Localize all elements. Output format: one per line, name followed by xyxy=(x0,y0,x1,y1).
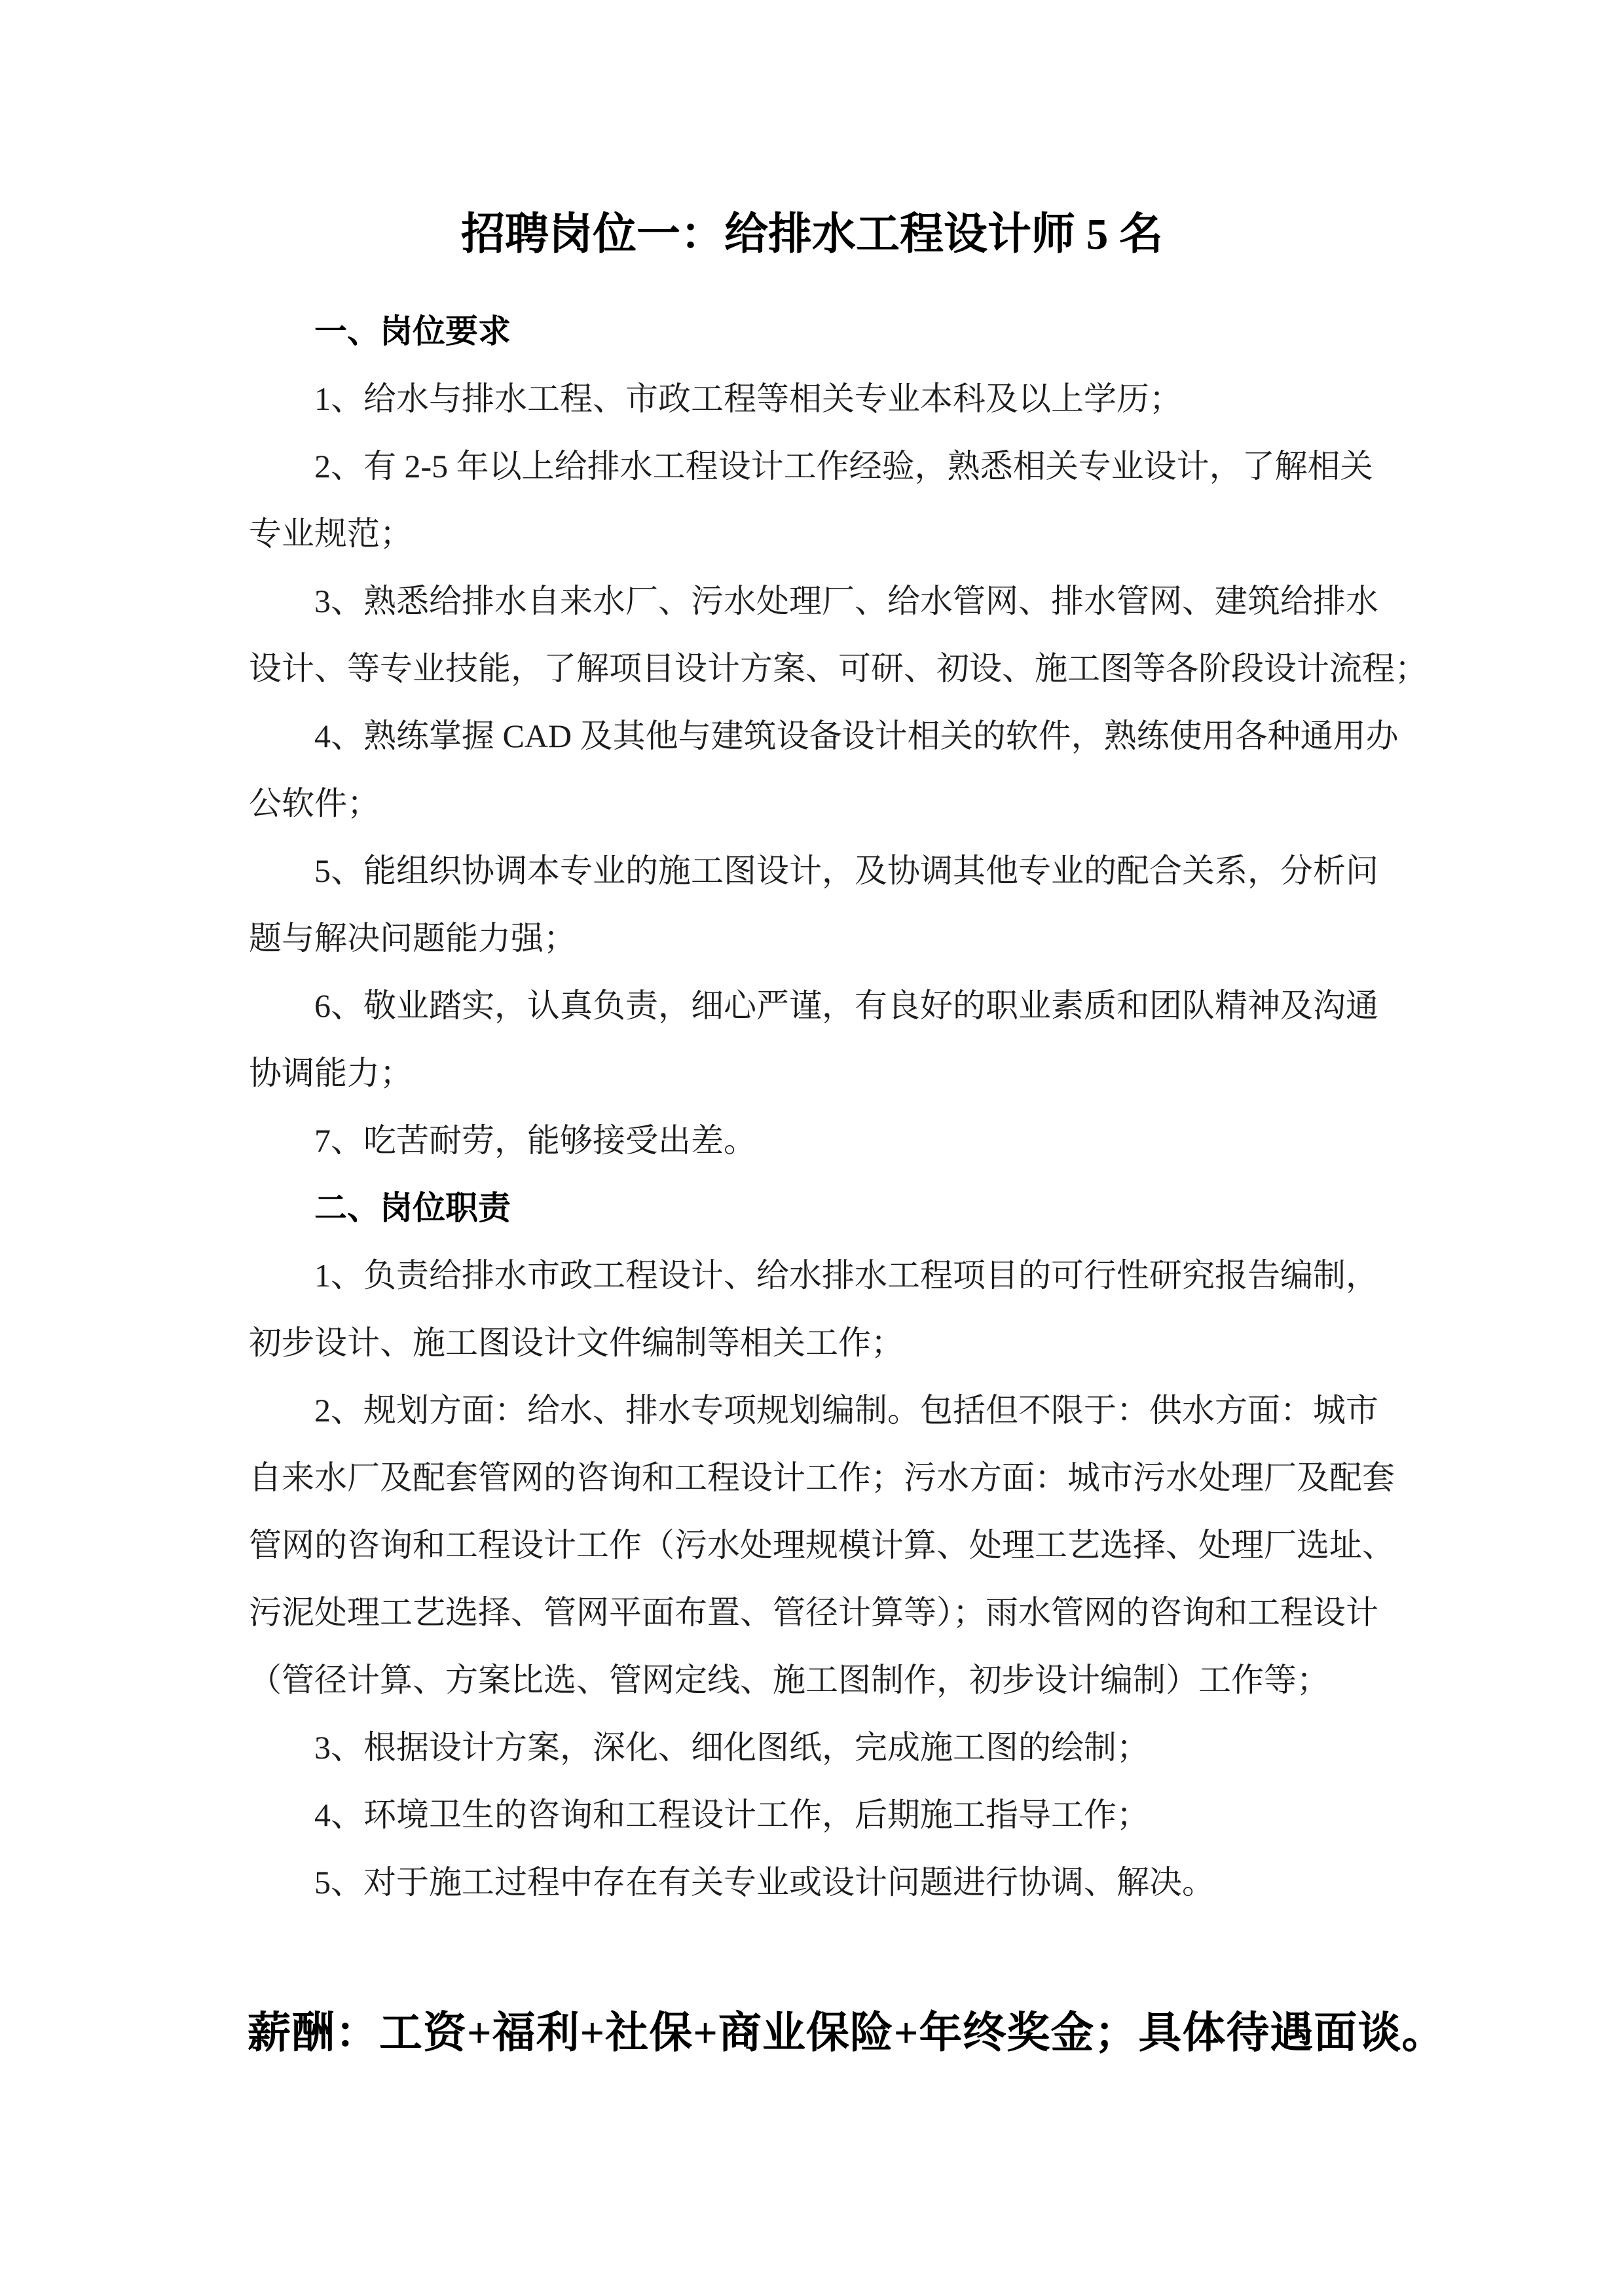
section-heading: 一、岗位要求 xyxy=(314,313,511,350)
section-heading: 二、岗位职责 xyxy=(314,1190,511,1226)
text-line: 题与解决问题能力强； xyxy=(249,920,576,957)
document-title: 招聘岗位一：给排水工程设计师 5 名 xyxy=(461,210,1163,259)
text-line: 公软件； xyxy=(249,785,380,822)
text-line: 设计、等专业技能，了解项目设计方案、可研、初设、施工图等各阶段设计流程； xyxy=(249,650,1428,687)
text-line: 专业规范； xyxy=(249,515,413,552)
text-line: 初步设计、施工图设计文件编制等相关工作； xyxy=(249,1324,904,1361)
text-line: 污泥处理工艺选择、管网平面布置、管径计算等）；雨水管网的咨询和工程设计 xyxy=(249,1594,1378,1631)
text-line: 2、有 2-5 年以上给排水工程设计工作经验，熟悉相关专业设计，了解相关 xyxy=(314,448,1373,484)
text-line: 管网的咨询和工程设计工作（污水处理规模计算、处理工艺选择、处理厂选址、 xyxy=(249,1527,1395,1563)
text-line: （管径计算、方案比选、管网定线、施工图制作，初步设计编制）工作等； xyxy=(249,1662,1329,1698)
text-line: 4、环境卫生的咨询和工程设计工作，后期施工指导工作； xyxy=(314,1796,1149,1833)
text-line: 6、敬业踏实，认真负责，细心严谨，有良好的职业素质和团队精神及沟通 xyxy=(314,987,1378,1024)
document-body xyxy=(249,298,1428,1916)
text-line: 3、根据设计方案，深化、细化图纸，完成施工图的绘制； xyxy=(314,1729,1149,1766)
text-line: 协调能力； xyxy=(249,1055,413,1091)
text-line: 自来水厂及配套管网的咨询和工程设计工作；污水方面：城市污水处理厂及配套 xyxy=(249,1459,1395,1496)
text-line: 1、给水与排水工程、市政工程等相关专业本科及以上学历； xyxy=(314,380,1182,417)
text-line: 5、对于施工过程中存在有关专业或设计问题进行协调、解决。 xyxy=(314,1864,1215,1901)
text-line: 5、能组织协调本专业的施工图设计，及协调其他专业的配合关系，分析问 xyxy=(314,852,1378,889)
text-line: 3、熟悉给排水自来水厂、污水处理厂、给水管网、排水管网、建筑给排水 xyxy=(314,583,1378,619)
salary-line: 薪酬：工资+福利+社保+商业保险+年终奖金；具体待遇面谈。 xyxy=(248,2009,1446,2057)
text-line: 1、负责给排水市政工程设计、给水排水工程项目的可行性研究报告编制， xyxy=(314,1257,1378,1294)
text-line: 7、吃苦耐劳，能够接受出差。 xyxy=(314,1122,756,1159)
text-line: 2、规划方面：给水、排水专项规划编制。包括但不限于：供水方面：城市 xyxy=(314,1392,1378,1429)
text-line: 4、熟练掌握 CAD 及其他与建筑设备设计相关的软件，熟练使用各种通用办 xyxy=(314,718,1399,754)
